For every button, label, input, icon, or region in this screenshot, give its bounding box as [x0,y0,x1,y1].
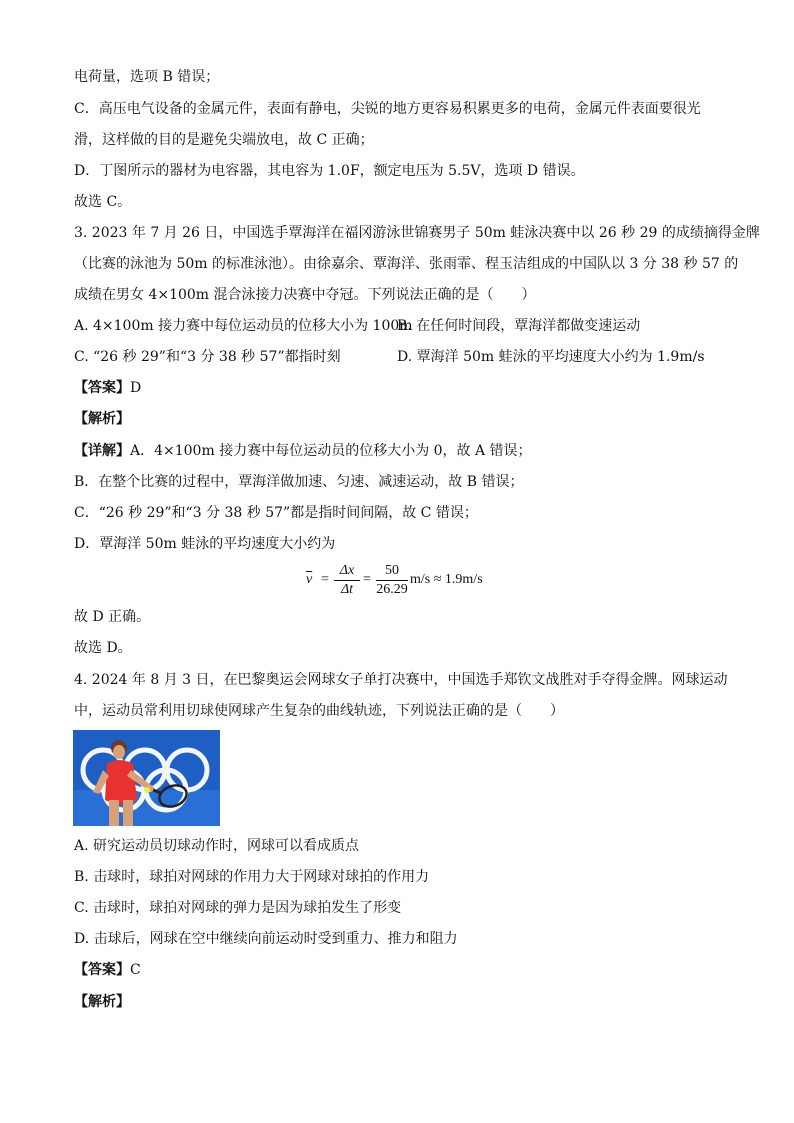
analysis-label: 【解析】 [74,411,130,427]
question-4-stem: 4. 2024 年 8 月 3 日，在巴黎奥运会网球女子单打决赛中，中国选手郑钦文战胜对手夺得金牌。网球运动 [74,672,728,688]
text-line: C．高压电气设备的金属元件，表面有静电，尖锐的地方更容易积累更多的电荷，金属元件表面要很光 [74,101,701,117]
text-line: D．覃海洋 50m 蛙泳的平均速度大小约为 [74,536,336,552]
option-d: D. 击球后，网球在空中继续向前运动时受到重力、推力和阻力 [74,931,458,947]
answer-label: 【答案】 [74,962,130,978]
question-4-stem: 中，运动员常利用切球使网球产生复杂的曲线轨迹，下列说法正确的是（ ） [74,703,564,719]
question-3-stem: （比赛的泳池为 50m 的标准泳池）。由徐嘉余、覃海洋、张雨霏、程玉洁组成的中国队以 3 分 38 秒 57 的 [74,256,739,272]
option-b: B. 击球时，球拍对网球的作用力大于网球对球拍的作用力 [74,869,430,885]
option-a: A. 研究运动员切球动作时，网球可以看成质点 [74,838,360,854]
detail-text: A．4×100m 接力赛中每位运动员的位移大小为 0，故 A 错误； [130,443,532,459]
formula-fraction-values: $\frac{50}{26.29}$ [376,563,408,597]
formula-lhs: $\overline{v}$ [306,572,313,587]
option-b: B. 在任何时间段，覃海洋都做变速运动 [397,318,641,334]
text-line: 滑，这样做的目的是避免尖端放电，故 C 正确； [74,132,374,148]
detail-row [74,441,532,461]
formula-equals: = [321,572,329,587]
text-line: 故选 D。 [74,640,132,656]
option-d: D. 覃海洋 50m 蛙泳的平均速度大小约为 1.9m/s [397,349,705,365]
answer-value: D [130,380,142,396]
detail-label: 【详解】 [74,443,130,459]
option-c: C. 击球时，球拍对网球的弹力是因为球拍发生了形变 [74,900,402,916]
answer-row [74,378,141,398]
question-3-stem: 成绩在男女 4×100m 混合泳接力决赛中夺冠。下列说法正确的是（ ） [74,287,536,303]
text-line: 故选 C。 [74,194,132,210]
option-a: A. 4×100m 接力赛中每位运动员的位移大小为 100m [74,318,413,334]
analysis-label: 【解析】 [74,994,130,1010]
question-3-stem: 3. 2023 年 7 月 26 日，中国选手覃海洋在福冈游泳世锦赛男子 50m 蛙泳决赛中以 26 秒 29 的成绩摘得金牌 [74,225,760,241]
text-line: 故 D 正确。 [74,609,151,625]
option-c: C. “26 秒 29”和“3 分 38 秒 57”都指时刻 [74,349,341,365]
tennis-player-photo [73,730,220,826]
formula-equals: = [363,572,371,587]
text-line: 电荷量，选项 B 错误； [74,69,220,85]
text-line: D．丁图所示的器材为电容器，其电容为 1.0F，额定电压为 5.5V，选项 D 错误。 [74,163,585,179]
formula-fraction-delta: $\frac{\Delta x}{\Delta t}$ [334,562,360,599]
answer-value: C [130,962,141,978]
answer-row [74,960,141,980]
answer-label: 【答案】 [74,380,130,396]
formula-result: m/s ≈ 1.9m/s [410,572,483,587]
text-line: B．在整个比赛的过程中，覃海洋做加速、匀速、减速运动，故 B 错误； [74,474,524,490]
text-line: C．“26 秒 29”和“3 分 38 秒 57”都是指时间间隔，故 C 错误； [74,505,478,521]
